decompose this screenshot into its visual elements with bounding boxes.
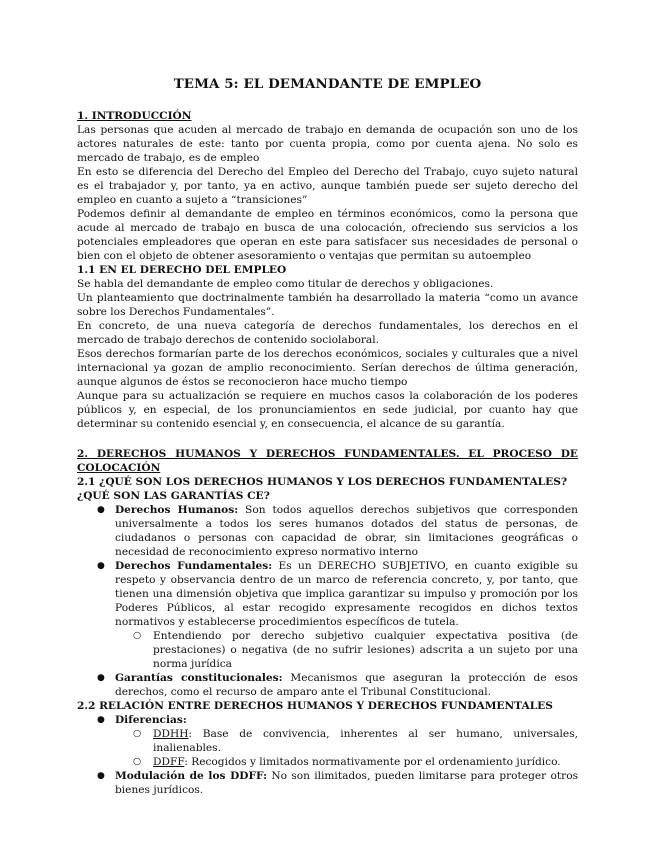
term: Garantías constitucionales: <box>115 672 283 684</box>
definitions-list <box>77 503 578 699</box>
section-1-heading: 1. INTRODUCCIÓN <box>77 110 192 122</box>
list-item <box>77 671 578 699</box>
sub-list <box>115 629 578 671</box>
bullet-icon: ● <box>97 771 105 781</box>
term: Diferencias: <box>115 714 187 726</box>
document-title: TEMA 5: EL DEMANDANTE DE EMPLEO <box>173 76 482 92</box>
circle-bullet-icon: ○ <box>133 630 142 641</box>
paragraph: Podemos definir al demandante de empleo en términos económicos, como la persona que acude al mercado de trabajo en busca de una colocación, ofreciendo sus servicios a los potenciales empleadores que operan en este para satisfacer sus necesidades de personal o bien con el objeto de obtener asesoramiento o ventajas que permitan su autoempleo <box>77 208 578 262</box>
list-item <box>77 503 578 559</box>
sub-definition: : Recogidos y limitados normativamente por el ordenamiento jurídico. <box>184 756 561 768</box>
abbreviation: DDHH <box>153 728 189 740</box>
bullet-icon: ● <box>97 715 105 725</box>
list-item <box>77 769 578 797</box>
paragraph: Aunque para su actualización se requiere en muchos casos la colaboración de los poderes públicos y, en especial, de los pronunciamientos en sede judicial, por cuanto hay que determinar su contenido esencial y, en consecuencia, el alcance de su garantía. <box>77 390 578 430</box>
subsection-2-2-heading: 2.2 RELACIÓN ENTRE DERECHOS HUMANOS Y DERECHOS FUNDAMENTALES <box>77 700 553 712</box>
sub-definition: : Base de convivencia, inherentes al ser humano, universales, inalienables. <box>153 728 578 754</box>
bullet-icon: ● <box>97 673 105 683</box>
paragraph: Las personas que acuden al mercado de trabajo en demanda de ocupación son uno de los actores naturales de este: tanto por cuenta propia, como por cuenta ajena. No solo es mercado de trabajo, es de empleo <box>77 124 578 164</box>
paragraph: Se habla del demandante de empleo como titular de derechos y obligaciones. <box>77 278 494 290</box>
definition: Es un DERECHO SUBJETIVO, en cuanto exigible su respeto y observancia dentro de un marco de referencia concreto, y, por tanto, que tienen una dimensión objetiva que implica garantizar su impulso y promoción por los Poderes Públicos, al estar recogido expresamente recogidos en dichos textos normativos y establecerse procedimientos específicos de tutela. <box>115 560 578 628</box>
spacer <box>77 431 578 447</box>
paragraph: En concreto, de una nueva categoría de derechos fundamentales, los derechos en el mercado de trabajo derechos de contenido sociolaboral. <box>77 320 578 346</box>
bullet-icon: ● <box>97 561 105 571</box>
subsection-2-1-heading: 2.1 ¿QUÉ SON LOS DERECHOS HUMANOS Y LOS DERECHOS FUNDAMENTALES? ¿QUÉ SON LAS GARANTÍAS CE? <box>77 476 568 502</box>
paragraph: En esto se diferencia del Derecho del Empleo del Derecho del Trabajo, cuyo sujeto natural es el trabajador y, por tanto, ya en activo, aunque también puede ser sujeto derecho del empleo en cuanto a sujeto a “transiciones” <box>77 166 578 206</box>
list-item <box>77 559 578 671</box>
definition: No son ilimitados, pueden limitarse para proteger otros bienes jurídicos. <box>115 770 579 796</box>
list-item <box>77 713 578 769</box>
abbreviation: DDFF <box>153 756 185 768</box>
section-2-heading: 2. DERECHOS HUMANOS Y DERECHOS FUNDAMENTALES. EL PROCESO DE COLOCACIÓN <box>77 448 578 474</box>
definition: Son todos aquellos derechos subjetivos que corresponden universalmente a todos los seres humanos dotados del status de personas, de ciudadanos o personas con capacidad de obrar, sin limitaciones geográficas o necesidad de reconocimiento expreso normativo interno <box>115 504 578 558</box>
circle-bullet-icon: ○ <box>133 728 142 739</box>
paragraph: Esos derechos formarían parte de los derechos económicos, sociales y culturales que a nivel internacional ya gozan de amplio reconocimiento. Serían derechos de última generación, aunque algunos de éstos se reconocieron hace mucho tiempo <box>77 348 578 388</box>
definition: Mecanismos que aseguran la protección de esos derechos, como el recurso de amparo ante el Tribunal Constitucional. <box>115 672 578 698</box>
subsection-1-1-heading: 1.1 EN EL DERECHO DEL EMPLEO <box>77 264 287 276</box>
paragraph: Un planteamiento que doctrinalmente también ha desarrollado la materia “como un avance sobre los Derechos Fundamentales”. <box>77 292 578 318</box>
list-item <box>115 727 578 755</box>
sub-list <box>115 727 578 769</box>
term: Derechos Humanos: <box>115 504 239 516</box>
list-item <box>115 629 578 671</box>
term: Derechos Fundamentales: <box>115 560 273 572</box>
sub-definition: Entendiendo por derecho subjetivo cualquier expectativa positiva (de prestaciones) o negativa (de no sufrir lesiones) adscrita a un sujeto por una norma jurídica <box>153 630 578 670</box>
bullet-icon: ● <box>97 505 105 515</box>
relation-list <box>77 713 578 797</box>
term: Modulación de los DDFF: <box>115 770 268 782</box>
circle-bullet-icon: ○ <box>133 756 142 767</box>
list-item <box>115 755 578 769</box>
